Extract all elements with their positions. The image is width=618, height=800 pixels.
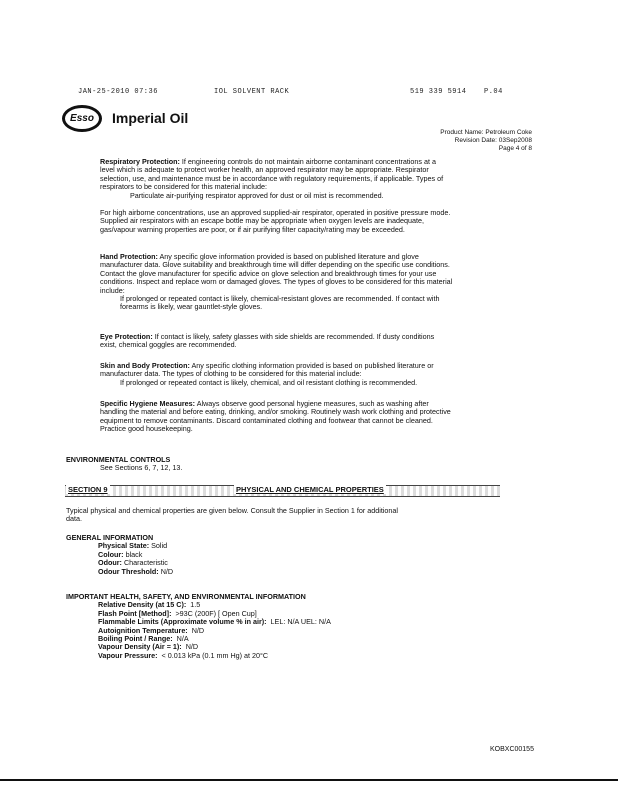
property-row: Vapour Pressure: < 0.013 kPa (0.1 mm Hg) at 20°C: [98, 650, 269, 660]
hand-heading: Hand Protection:: [100, 252, 158, 261]
property-row: Boiling Point / Range: N/A: [98, 634, 189, 644]
hand-block: Hand Protection: Any specific glove information provided is based on published literature and glove manufacturer data. Glove suitability and breakthrough time will differ depending on the specific use conditions. Contact the glove manufacturer for specific advice on glove selection and breakthrough times for your use conditions. Inspect and replace worn or damaged gloves. The types of gloves to be considered for this material include: If prolonged or repeated contact is likely, chemical-resistant gloves are recommended. If contact with forearms is likely, wear gauntlet-style gloves.: [100, 252, 453, 312]
product-name: Product Name: Petroleum Coke: [440, 129, 532, 136]
hygiene-block: Specific Hygiene Measures: Always observe good personal hygiene measures, such as washing after handling the material and before eating, drinking, and/or smoking. Routinely wash work clothing and protective equipment to remove contaminants. Discard contaminated clothing and footwear that cannot be cleaned. Practice good housekeeping.: [100, 399, 451, 434]
page-of: Page 4 of 8: [498, 145, 532, 152]
property-row: Relative Density (at 15 C): 1.5: [98, 600, 201, 610]
footer-code: KOBXC00155: [490, 746, 534, 753]
general-info-block: [66, 534, 173, 576]
respiratory-block: Respiratory Protection: If engineering controls do not maintain airborne contaminant concentrations at a level which is adequate to protect worker health, an approved respirator may be appropriate. Respirator selection, use, and maintenance must be in accordance with regulatory requirements, if applicable. Types of respirators to be considered for this material include: Particulate air-purifying respirator approved for dust or oil mist is recommended. For high airborne concentrations, use an approved supplied-air respirator, operated in positive pressure mode. Supplied air respirators with an escape bottle may be appropriate when oxygen levels are inadequate, gas/vapour warning properties are poor, or if air purifying filter capacity/rating may be exceeded.: [100, 157, 451, 234]
fax-sender: IOL SOLVENT RACK: [214, 88, 290, 96]
general-row: Odour Threshold: N/D: [98, 566, 174, 576]
hygiene-heading: Specific Hygiene Measures:: [100, 399, 196, 408]
skin-block: Skin and Body Protection: Any specific clothing information provided is based on published literature or manufacturer data. The types of clothing to be considered for this material include: If prolonged or repeated contact is likely, chemical, and oil resistant clothing is recommended.: [100, 361, 434, 387]
general-info-heading: GENERAL INFORMATION: [66, 533, 154, 542]
general-row: Physical State: Solid: [98, 541, 168, 551]
health-info-heading: IMPORTANT HEALTH, SAFETY, AND ENVIRONMENTAL INFORMATION: [66, 592, 306, 601]
health-info-block: [66, 593, 331, 660]
property-row: Vapour Density (Air = 1): N/D: [98, 642, 199, 652]
general-row: Colour: black: [98, 549, 143, 559]
section-9-title: PHYSICAL AND CHEMICAL PROPERTIES: [236, 485, 384, 494]
property-row: Flash Point [Method]: >93C (200F) [ Open Cup]: [98, 608, 257, 618]
property-row: Autoignition Temperature: N/D: [98, 625, 205, 635]
skin-heading: Skin and Body Protection:: [100, 361, 190, 370]
eye-heading: Eye Protection:: [100, 332, 153, 341]
property-row: Flammable Limits (Approximate volume % in air): LEL: N/A UEL: N/A: [98, 617, 331, 627]
fax-page: P.04: [484, 88, 503, 96]
esso-logo: Esso: [62, 105, 102, 132]
fax-date-time: JAN-25-2010 07:36: [78, 88, 158, 96]
bottom-rule: [0, 779, 618, 781]
environmental-heading: ENVIRONMENTAL CONTROLS: [66, 455, 171, 464]
environmental-block: ENVIRONMENTAL CONTROLS See Sections 6, 7, 12, 13.: [66, 455, 183, 473]
section-9-intro: Typical physical and chemical properties are given below. Consult the Supplier in Section 1 for additional data.: [66, 506, 399, 524]
brand-name: Imperial Oil: [112, 110, 189, 126]
general-row: Odour: Characteristic: [98, 558, 168, 568]
fax-phone: 519 339 5914: [410, 88, 467, 96]
section-9-number: SECTION 9: [68, 485, 108, 494]
revision-date: Revision Date: 03Sep2008: [454, 137, 532, 144]
eye-block: Eye Protection: If contact is likely, safety glasses with side shields are recommended. If dusty conditions exist, chemical goggles are recommended.: [100, 332, 435, 350]
respiratory-heading: Respiratory Protection:: [100, 157, 180, 166]
